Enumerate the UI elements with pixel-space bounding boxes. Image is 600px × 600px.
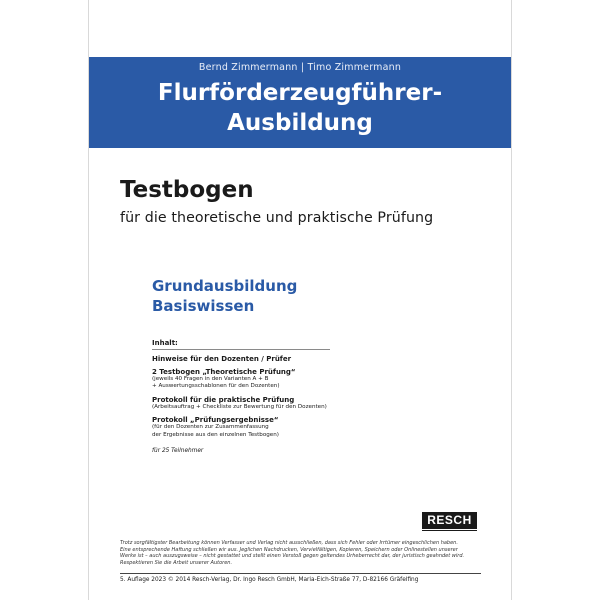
contents-item-detail: (Arbeitsauftrag + Checkliste zur Bewertung für den Dozenten)	[152, 403, 327, 410]
footer-divider	[120, 573, 481, 574]
disclaimer-line: Respektieren Sie die Arbeit unserer Autoren.	[120, 559, 233, 566]
contents-item-detail: (für den Dozenten zur Zusammenfassung	[152, 424, 269, 431]
contents-item-detail: (jeweils 40 Fragen in den Varianten A + B	[152, 376, 269, 382]
main-title	[89, 78, 511, 138]
contents-item-detail: + Auswertungsschablonen für den Dozenten)	[152, 383, 280, 390]
contents-item-title: Protokoll für die praktische Prüfung	[152, 395, 295, 404]
contents-item-title: Protokoll „Prüfungsergebnisse“	[152, 416, 279, 425]
contents-item-detail: der Ergebnisse aus den einzelnen Testbogen)	[152, 431, 279, 438]
contents-heading: Inhalt:	[152, 339, 330, 350]
disclaimer-line: Werke ist – auch auszugsweise – nicht gestattet und stellt einen Verstoß gegen geltendes Urheberrecht dar, der juristisch geahndet wird.	[120, 553, 465, 560]
contents-item-title: 2 Testbogen „Theoretische Prüfung“	[152, 368, 296, 376]
disclaimer-line: Eine entsprechende Haftung schließen wir aus. Jeglichen Nachdrucken, Vervielfältigen, Kopieren, Speichern oder Onlinestellen unserer	[120, 546, 458, 553]
contents-list	[152, 339, 330, 454]
section-heading	[152, 276, 297, 316]
logo-underline	[422, 530, 477, 531]
contents-item-title: Hinweise für den Dozenten / Prüfer	[152, 355, 292, 363]
document-title: Testbogen	[120, 177, 254, 203]
section-heading-line-1: Grundausbildung	[152, 277, 298, 295]
publisher-logo: RESCH	[422, 512, 477, 529]
disclaimer-line: Trotz sorgfältigster Bearbeitung können Verfasser und Verlag nicht ausschließen, dass sich Fehler oder Irrtümer eingeschlichen haben.	[120, 540, 458, 546]
main-title-line-1: Flurförderzeugführer-	[157, 80, 443, 106]
section-heading-line-2: Basiswissen	[152, 297, 255, 315]
title-banner	[89, 57, 511, 148]
disclaimer	[120, 540, 480, 566]
participants-note: für 25 Teilnehmer	[152, 448, 204, 455]
authors: Bernd Zimmermann | Timo Zimmermann	[198, 62, 402, 73]
main-title-line-2: Ausbildung	[227, 110, 373, 136]
document-subtitle: für die theoretische und praktische Prüfung	[120, 210, 434, 226]
cover-page	[88, 0, 512, 600]
footer-imprint: 5. Auflage 2023 © 2014 Resch-Verlag, Dr. Ingo Resch GmbH, Maria-Eich-Straße 77, D-82166 Gräfelfing	[120, 577, 419, 583]
